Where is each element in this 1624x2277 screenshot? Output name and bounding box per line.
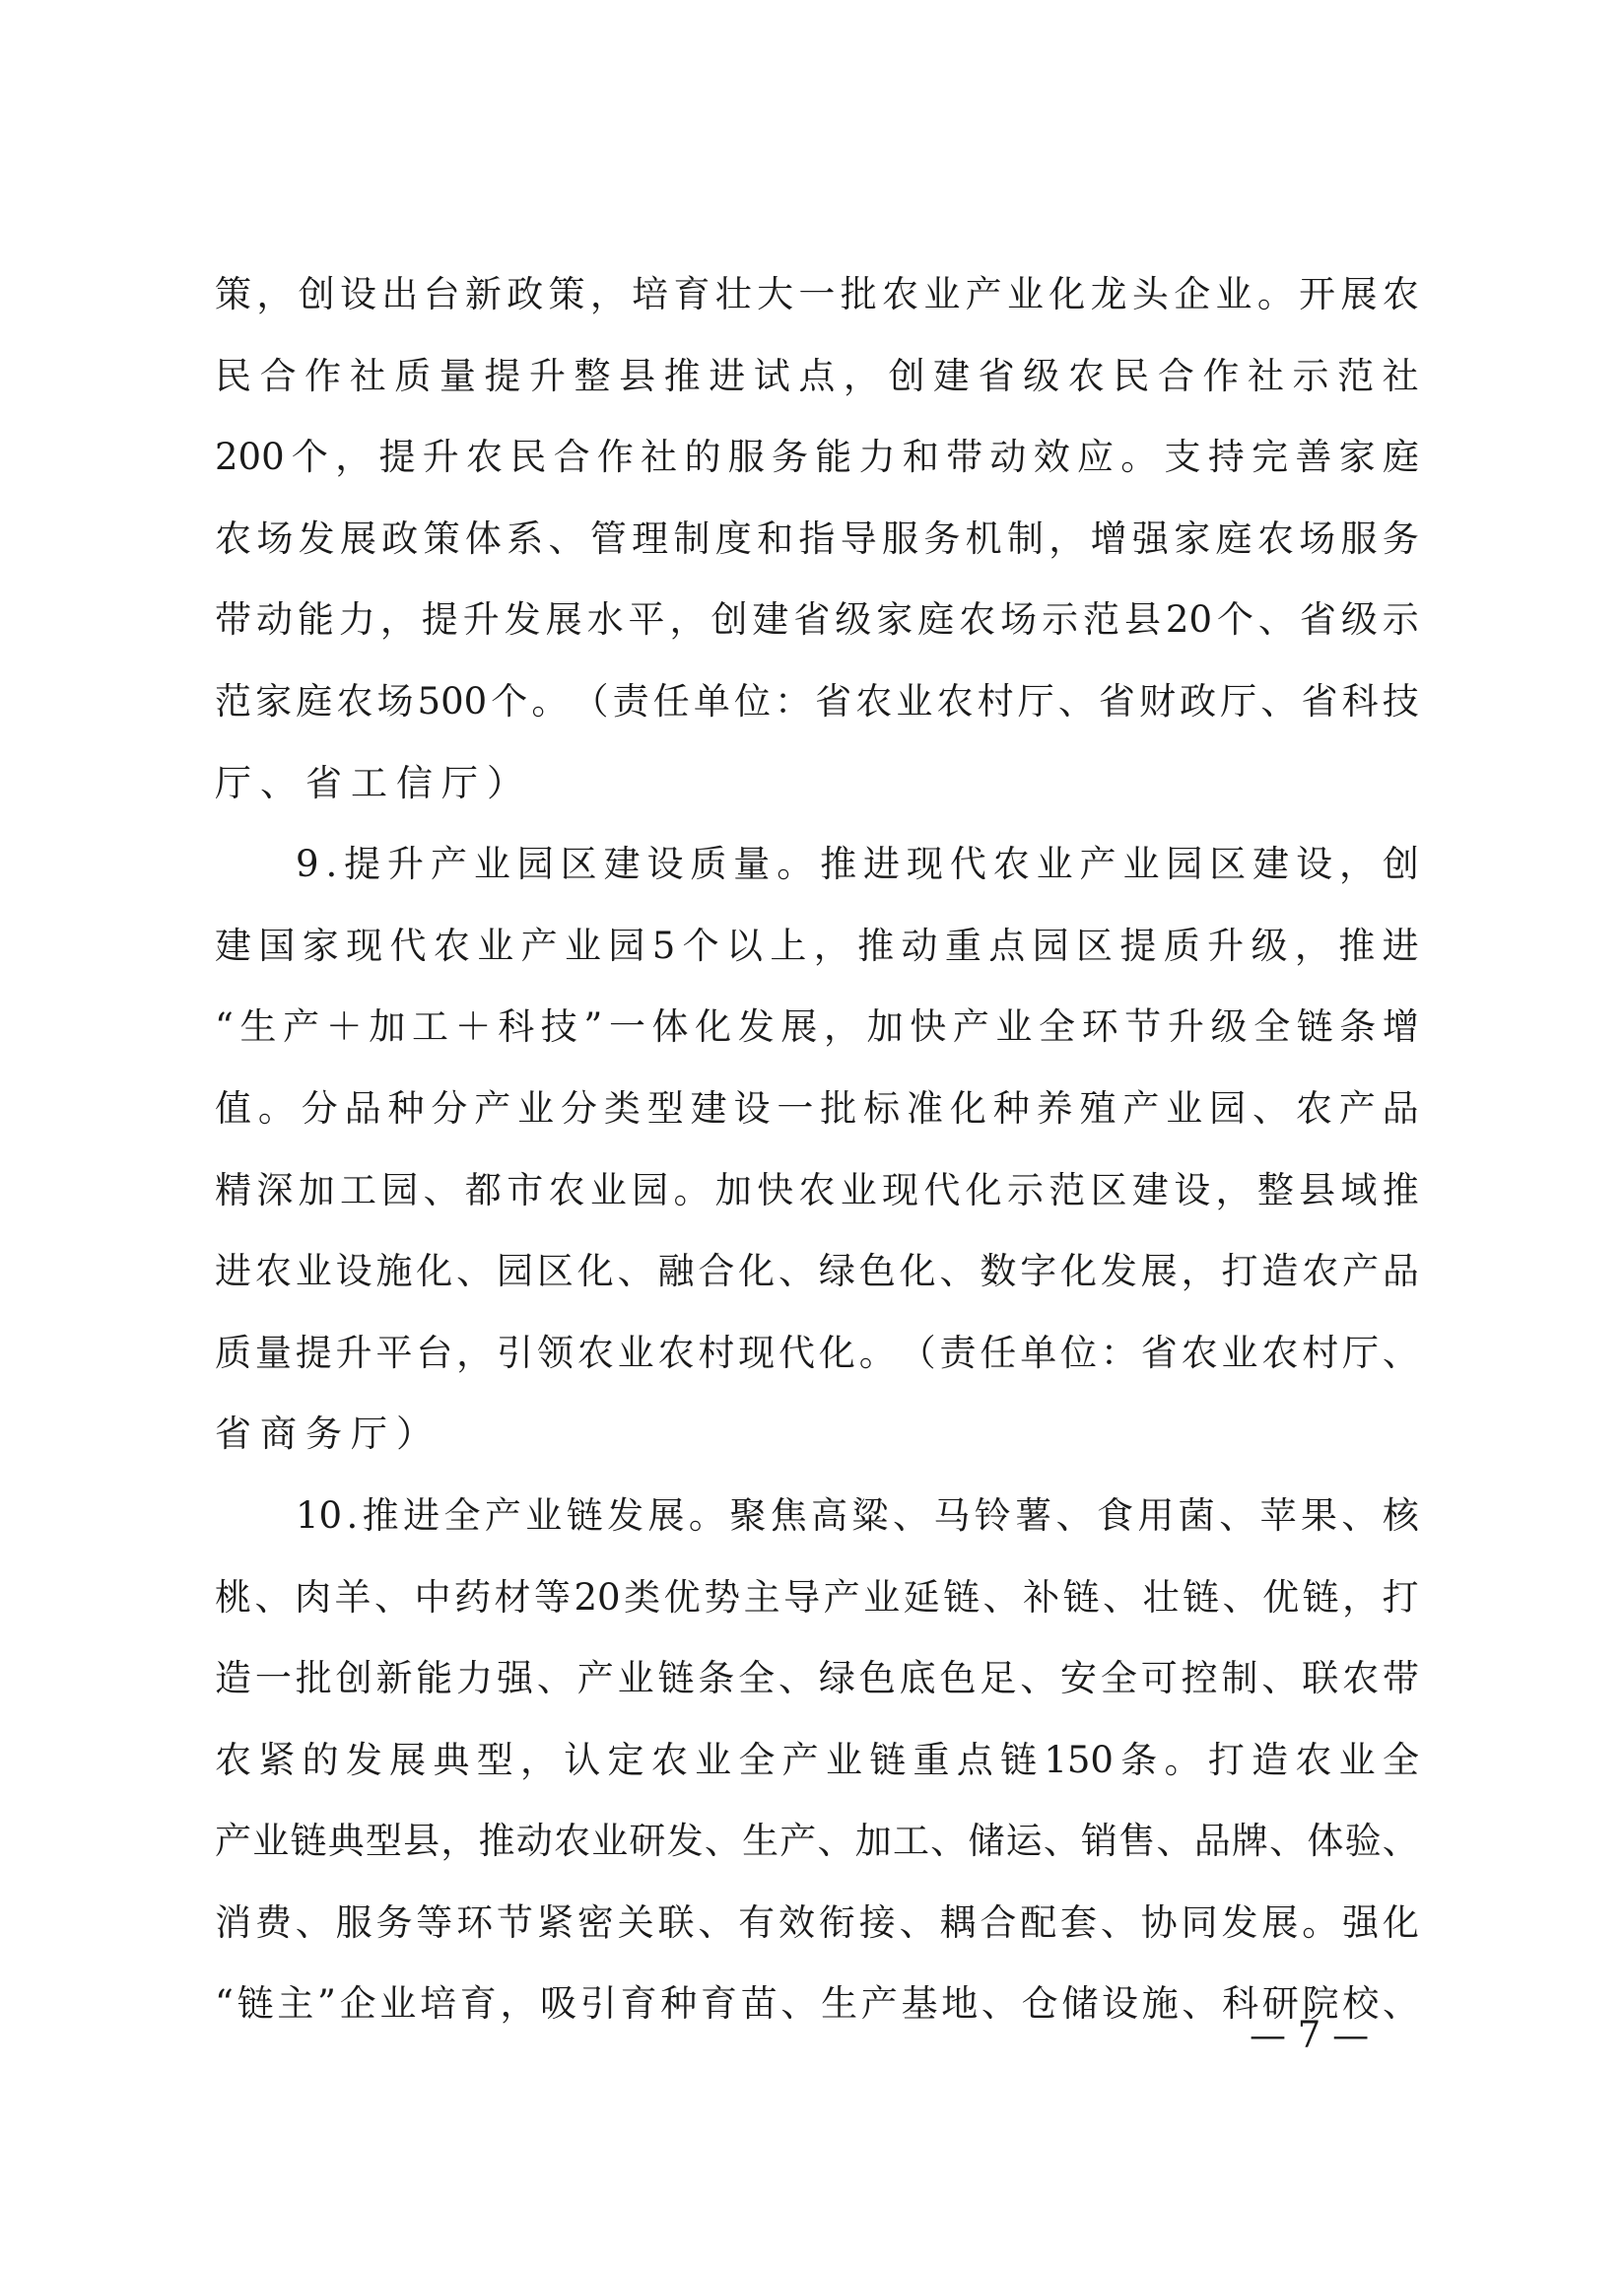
text-line: 农 场 发 展 政 策 体 系 、 管 理 制 度 和 指 导 服 务 机 制 ， 增 强 家 庭 农 场 服 务: [215, 517, 1419, 560]
text-line: 建 国 家 现 代 农 业 产 业 园 5 个 以 上 ， 推 动 重 点 园 区 提 质 升 级 ， 推 进: [215, 924, 1419, 967]
text-line: 厅、省工信厅）: [215, 761, 532, 804]
text-line: 消 费 、 服 务 等 环 节 紧 密 关 联 、 有 效 衔 接 、 耦 合 配 套 、 协 同 发 展 。 强 化: [215, 1900, 1419, 1944]
text-line: 民 合 作 社 质 量 提 升 整 县 推 进 试 点 ， 创 建 省 级 农 民 合 作 社 示 范 社: [215, 354, 1419, 397]
text-line: 200 个 ， 提 升 农 民 合 作 社 的 服 务 能 力 和 带 动 效 应 。 支 持 完 善 家 庭: [215, 436, 1419, 479]
body-text: [215, 254, 1419, 2045]
text-line: 策 ， 创 设 出 台 新 政 策 ， 培 育 壮 大 一 批 农 业 产 业 化 龙 头 企 业 。 开 展 农: [215, 273, 1419, 315]
text-line: 值 。 分 品 种 分 产 业 分 类 型 建 设 一 批 标 准 化 种 养 殖 产 业 园 、 农 产 品: [215, 1086, 1419, 1130]
text-line: 10 . 推 进 全 产 业 链 发 展 。 聚 焦 高 粱 、 马 铃 薯 、 食 用 菌 、 苹 果 、 核: [296, 1493, 1419, 1537]
text-line: 省商务厅）: [215, 1413, 441, 1456]
text-line: 桃 、 肉 羊 、 中 药 材 等 20 类 优 势 主 导 产 业 延 链 、 补 链 、 壮 链 、 优 链 ， 打: [215, 1575, 1419, 1619]
page-number: — 7 —: [1250, 2014, 1370, 2056]
text-line: 带 动 能 力 ， 提 升 发 展 水 平 ， 创 建 省 级 家 庭 农 场 示 范 县 20 个 、 省 级 示: [215, 598, 1419, 642]
text-line: “ 链 主 ” 企 业 培 育 ， 吸 引 育 种 育 苗 、 生 产 基 地 、 仓 储 设 施 、 科 研 院 校 、: [215, 1982, 1419, 2026]
text-line: 精 深 加 工 园 、 都 市 农 业 园 。 加 快 农 业 现 代 化 示 范 区 建 设 ， 整 县 域 推: [215, 1168, 1419, 1211]
text-line: “ 生 产 ＋ 加 工 ＋ 科 技 ” 一 体 化 发 展 ， 加 快 产 业 全 环 节 升 级 全 链 条 增: [215, 1005, 1419, 1049]
text-line: 9 . 提 升 产 业 园 区 建 设 质 量 。 推 进 现 代 农 业 产 业 园 区 建 设 ， 创: [296, 843, 1419, 886]
text-line: 进 农 业 设 施 化 、 园 区 化 、 融 合 化 、 绿 色 化 、 数 字 化 发 展 ， 打 造 农 产 品: [215, 1250, 1419, 1293]
text-line: 造 一 批 创 新 能 力 强 、 产 业 链 条 全 、 绿 色 底 色 足 、 安 全 可 控 制 、 联 农 带: [215, 1657, 1419, 1700]
text-line: 农 紧 的 发 展 典 型 ， 认 定 农 业 全 产 业 链 重 点 链 150 条 。 打 造 农 业 全: [215, 1738, 1419, 1781]
text-line: 产 业 链 典 型 县 ， 推 动 农 业 研 发 、 生 产 、 加 工 、 储 运 、 销 售 、 品 牌 、 体 验 、: [215, 1820, 1419, 1863]
text-line: 范 家 庭 农 场 500 个 。 （ 责 任 单 位 ： 省 农 业 农 村 厅 、 省 财 政 厅 、 省 科 技: [215, 679, 1419, 723]
text-line: 质 量 提 升 平 台 ， 引 领 农 业 农 村 现 代 化 。 （ 责 任 单 位 ： 省 农 业 农 村 厅 、: [215, 1331, 1419, 1374]
